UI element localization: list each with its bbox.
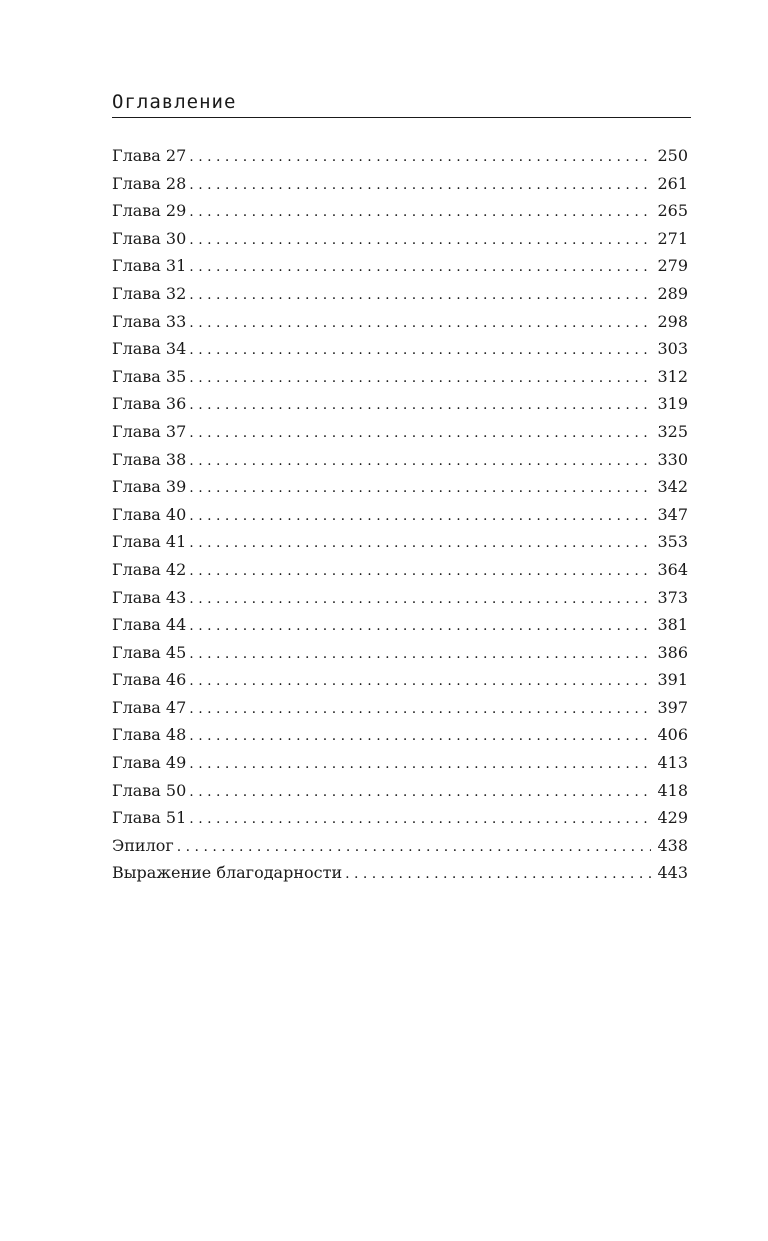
toc-entry[interactable] <box>112 308 688 336</box>
toc-entry[interactable] <box>112 721 688 749</box>
toc-dot-leader <box>189 586 651 614</box>
toc-entry[interactable] <box>112 611 688 639</box>
toc-entry-title: Глава 49 <box>112 753 187 773</box>
toc-entry-title: Глава 30 <box>112 228 187 248</box>
toc-entry[interactable] <box>112 859 688 887</box>
toc-entry-title: Глава 27 <box>112 146 187 165</box>
page-title: Оглавление <box>112 91 237 113</box>
toc-entry[interactable] <box>112 584 688 612</box>
toc-entry-title: Глава 35 <box>112 366 187 386</box>
toc-dot-leader <box>189 558 651 586</box>
toc-entry-title: Глава 45 <box>112 642 187 662</box>
toc-dot-leader <box>189 337 651 365</box>
toc-entry-page: 386 <box>657 642 688 662</box>
toc-entry-page: 413 <box>657 753 688 773</box>
toc-entry-title: Глава 40 <box>112 504 187 524</box>
toc-entry-title: Глава 28 <box>112 173 187 193</box>
toc-entry-page: 265 <box>657 201 688 221</box>
toc-entry-title: Глава 34 <box>112 339 187 359</box>
toc-dot-leader <box>177 834 652 862</box>
toc-entry-page: 325 <box>657 421 688 441</box>
toc-dot-leader <box>189 779 651 807</box>
toc-entry[interactable] <box>112 418 688 446</box>
toc-entry-page: 261 <box>657 173 688 193</box>
toc-entry-title: Глава 33 <box>112 311 187 331</box>
toc-entry-title: Глава 41 <box>112 532 187 552</box>
toc-entry-title: Выражение благодарности <box>112 863 343 883</box>
toc-dot-leader <box>189 751 651 779</box>
toc-entry[interactable] <box>112 639 688 667</box>
toc-dot-leader <box>189 172 651 200</box>
toc-entry-title: Глава 29 <box>112 201 187 221</box>
toc-entry-title: Глава 32 <box>112 283 187 303</box>
toc-dot-leader <box>189 613 651 641</box>
toc-dot-leader <box>189 365 651 393</box>
toc-entry-title: Глава 46 <box>112 670 187 690</box>
toc-entry[interactable] <box>112 142 688 170</box>
toc-entry-title: Глава 50 <box>112 780 187 800</box>
toc-entry-page: 271 <box>657 228 688 248</box>
toc-entry-page: 418 <box>657 780 688 800</box>
toc-entry-page: 353 <box>657 532 688 552</box>
toc-entry-page: 319 <box>657 394 688 414</box>
toc-dot-leader <box>189 282 651 310</box>
toc-entry[interactable] <box>112 197 688 225</box>
toc-entry[interactable] <box>112 749 688 777</box>
toc-entry-page: 397 <box>657 697 688 717</box>
toc-entry[interactable] <box>112 335 688 363</box>
toc-entry-title: Глава 44 <box>112 615 187 635</box>
toc-dot-leader <box>189 254 651 282</box>
toc-entry[interactable] <box>112 280 688 308</box>
toc-entry-page: 312 <box>657 366 688 386</box>
toc-entry-title: Глава 31 <box>112 256 187 276</box>
toc-entry-page: 429 <box>657 808 688 828</box>
toc-entry[interactable] <box>112 446 688 474</box>
toc-dot-leader <box>189 448 651 476</box>
toc-dot-leader <box>189 530 651 558</box>
toc-entry-title: Глава 38 <box>112 449 187 469</box>
toc-entry[interactable] <box>112 804 688 832</box>
toc-entry-page: 373 <box>657 587 688 607</box>
toc-dot-leader <box>189 310 651 338</box>
toc-entry-title: Глава 47 <box>112 697 187 717</box>
toc-entry[interactable] <box>112 473 688 501</box>
toc-dot-leader <box>189 723 651 751</box>
table-of-contents <box>112 142 688 887</box>
toc-entry-page: 342 <box>657 477 688 497</box>
toc-entry-title: Глава 51 <box>112 808 187 828</box>
toc-entry[interactable] <box>112 170 688 198</box>
toc-entry[interactable] <box>112 225 688 253</box>
toc-entry[interactable] <box>112 694 688 722</box>
toc-entry-page: 289 <box>657 283 688 303</box>
toc-entry-page: 330 <box>657 449 688 469</box>
toc-entry-page: 279 <box>657 256 688 276</box>
toc-dot-leader <box>189 475 651 503</box>
toc-entry-page: 303 <box>657 339 688 359</box>
toc-entry-title: Глава 43 <box>112 587 187 607</box>
toc-entry-page: 381 <box>657 615 688 635</box>
toc-entry-page: 364 <box>657 559 688 579</box>
toc-dot-leader <box>189 641 651 669</box>
toc-entry[interactable] <box>112 501 688 529</box>
toc-dot-leader <box>189 420 651 448</box>
toc-entry[interactable] <box>112 363 688 391</box>
toc-entry-title: Глава 42 <box>112 559 187 579</box>
toc-entry[interactable] <box>112 556 688 584</box>
toc-entry-title: Глава 36 <box>112 394 187 414</box>
toc-dot-leader <box>189 199 651 227</box>
toc-entry-page: 438 <box>657 835 688 855</box>
toc-dot-leader <box>189 806 651 834</box>
page-header <box>112 90 691 118</box>
toc-dot-leader <box>189 227 651 255</box>
toc-dot-leader <box>189 696 651 724</box>
toc-entry-title: Глава 48 <box>112 725 187 745</box>
toc-entry[interactable] <box>112 666 688 694</box>
toc-entry[interactable] <box>112 777 688 805</box>
toc-entry[interactable] <box>112 390 688 418</box>
toc-entry-page: 250 <box>657 146 688 165</box>
toc-entry-page: 391 <box>657 670 688 690</box>
toc-entry-page: 443 <box>657 863 688 883</box>
header-divider <box>112 117 691 118</box>
toc-entry-title: Глава 37 <box>112 421 187 441</box>
toc-entry[interactable] <box>112 528 688 556</box>
toc-dot-leader <box>345 861 651 889</box>
toc-dot-leader <box>189 392 651 420</box>
toc-dot-leader <box>189 144 651 172</box>
toc-entry-page: 298 <box>657 311 688 331</box>
toc-entry-page: 406 <box>657 725 688 745</box>
toc-dot-leader <box>189 668 651 696</box>
toc-entry-page: 347 <box>657 504 688 524</box>
toc-entry[interactable] <box>112 252 688 280</box>
toc-entry-title: Эпилог <box>112 835 174 855</box>
toc-entry[interactable] <box>112 832 688 860</box>
toc-entry-title: Глава 39 <box>112 477 187 497</box>
toc-dot-leader <box>189 503 651 531</box>
